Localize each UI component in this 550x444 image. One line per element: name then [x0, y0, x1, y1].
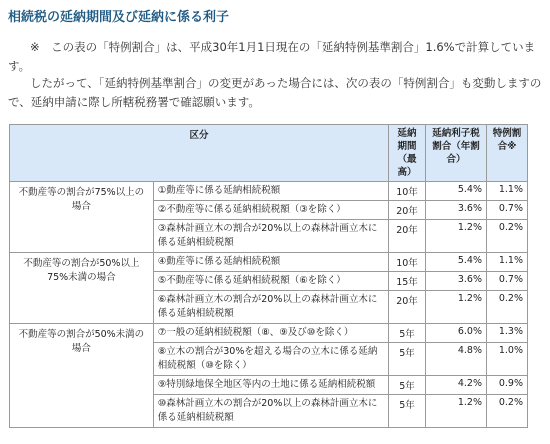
row-years: 15年	[389, 272, 426, 291]
row-years: 20年	[389, 291, 426, 324]
row-years: 20年	[389, 220, 426, 253]
page-title: 相続税の延納期間及び延納に係る利子	[8, 10, 230, 25]
row-special: 1.0%	[487, 343, 528, 376]
row-special: 1.3%	[487, 324, 528, 343]
table-row	[10, 253, 528, 272]
row-years: 5年	[389, 376, 426, 395]
row-label: ⑨特別緑地保全地区等内の土地に係る延納相続税額	[153, 376, 388, 395]
note-paragraph-1: ※ この表の「特例割合」は、平成30年1月1日現在の「延納特例基準割合」1.6%で計算しています。	[8, 40, 536, 73]
note-paragraph-2: したがって、「延納特例基準割合」の変更があった場合には、次の表の「特例割合」も変動しますので、延納申請に際し所轄税務署で確認願います。	[8, 76, 542, 109]
row-years: 5年	[389, 343, 426, 376]
row-special: 0.7%	[487, 272, 528, 291]
row-special: 0.2%	[487, 291, 528, 324]
row-rate: 1.2%	[426, 220, 487, 253]
category-cell: 不動産等の割合が75%以上の場合	[10, 182, 154, 253]
row-label: ②不動産等に係る延納相続税額（③を除く）	[153, 201, 388, 220]
row-label: ⑩森林計画立木の割合が20%以上の森林計画立木に係る延納相続税額	[153, 395, 388, 428]
row-label: ⑤不動産等に係る延納相続税額（⑥を除く）	[153, 272, 388, 291]
row-years: 20年	[389, 201, 426, 220]
row-rate: 1.2%	[426, 395, 487, 428]
row-label: ⑦一般の延納相続税額（⑧、⑨及び⑩を除く）	[153, 324, 388, 343]
row-rate: 6.0%	[426, 324, 487, 343]
row-special: 1.1%	[487, 253, 528, 272]
row-label: ③森林計画立木の割合が20%以上の森林計画立木に係る延納相続税額	[153, 220, 388, 253]
row-years: 5年	[389, 324, 426, 343]
header-tokurei: 特例割合※	[487, 125, 528, 182]
row-special: 0.2%	[487, 220, 528, 253]
header-rishi: 延納利子税割合（年割合）	[426, 125, 487, 182]
header-kikan: 延納期間（最高）	[389, 125, 426, 182]
row-years: 10年	[389, 253, 426, 272]
header-kubun: 区分	[10, 125, 389, 182]
row-special: 0.9%	[487, 376, 528, 395]
row-rate: 5.4%	[426, 182, 487, 201]
row-rate: 1.2%	[426, 291, 487, 324]
table-header-row	[10, 125, 528, 182]
table-row	[10, 324, 528, 343]
row-label: ④動産等に係る延納相続税額	[153, 253, 388, 272]
row-rate: 3.6%	[426, 201, 487, 220]
row-years: 10年	[389, 182, 426, 201]
row-rate: 3.6%	[426, 272, 487, 291]
row-label: ①動産等に係る延納相続税額	[153, 182, 388, 201]
row-special: 0.7%	[487, 201, 528, 220]
interest-rate-table	[9, 124, 528, 428]
row-label: ⑧立木の割合が30%を超える場合の立木に係る延納相続税額（⑩を除く）	[153, 343, 388, 376]
row-rate: 4.2%	[426, 376, 487, 395]
row-rate: 4.8%	[426, 343, 487, 376]
row-label: ⑥森林計画立木の割合が20%以上の森林計画立木に係る延納相続税額	[153, 291, 388, 324]
category-cell: 不動産等の割合が50%未満の場合	[10, 324, 154, 428]
category-cell: 不動産等の割合が50%以上75%未満の場合	[10, 253, 154, 324]
row-rate: 5.4%	[426, 253, 487, 272]
row-years: 5年	[389, 395, 426, 428]
row-special: 0.2%	[487, 395, 528, 428]
table-row	[10, 182, 528, 201]
row-special: 1.1%	[487, 182, 528, 201]
